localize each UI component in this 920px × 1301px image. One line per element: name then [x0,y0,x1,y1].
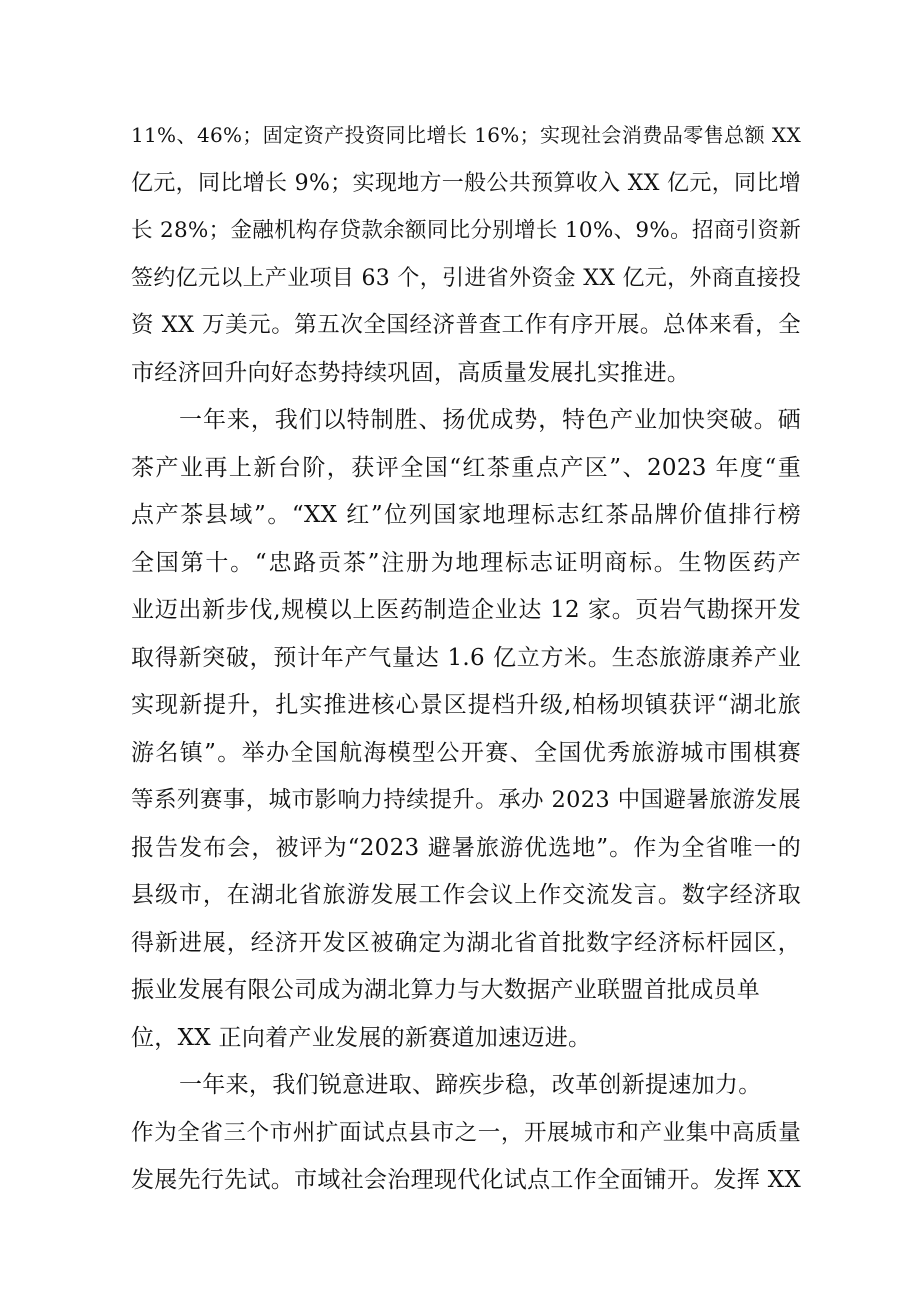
text-line: 发展先行先试。市域社会治理现代化试点工作全面铺开。发挥 XX [131,1167,802,1193]
text-line: 11%、46%；固定资产投资同比增长 16%；实现社会消费品零售总额 XX [131,123,801,147]
text-line: 作为全省三个市州扩面试点县市之一，开展城市和产业集中高质量 [131,1119,801,1146]
text-line: 全国第十。“忠路贡茶”注册为地理标志证明商标。生物医药产 [131,549,801,576]
text-line: 市经济回升向好态势持续巩固，高质量发展扎实推进。 [131,359,691,386]
text-line: 取得新突破，预计年产气量达 1.6 亿立方米。生态旅游康养产业 [131,644,801,671]
text-line: 实现新提升，扎实推进核心景区提档升级,柏杨坝镇获评“湖北旅 [131,692,801,718]
text-line: 一年来，我们锐意进取、蹄疾步稳，改革创新提速加力。 [179,1072,762,1098]
text-line: 点产茶县域”。“XX 红”位列国家地理标志红茶品牌价值排行榜 [131,502,801,528]
text-line: 签约亿元以上产业项目 63 个，引进省外资金 XX 亿元，外商直接投 [131,265,801,291]
text-line: 振业发展有限公司成为湖北算力与大数据产业联盟首批成员单 [131,977,761,1003]
text-line: 游名镇”。举办全国航海模型公开赛、全国优秀旅游城市围棋赛 [131,739,801,766]
text-line: 茶产业再上新台阶，获评全国“红茶重点产区”、2023 年度“重 [131,454,801,481]
document-body [131,112,801,1205]
text-line: 得新进展，经济开发区被确定为湖北省首批数字经济标杆园区， [131,929,801,956]
text-line: 业迈出新步伐,规模以上医药制造企业达 12 家。页岩气勘探开发 [131,597,801,623]
text-line: 长 28%；金融机构存贷款余额同比分别增长 10%、9%。招商引资新 [131,218,801,243]
text-line: 一年来，我们以特制胜、扬优成势，特色产业加快突破。硒 [179,407,801,433]
text-line: 资 XX 万美元。第五次全国经济普查工作有序开展。总体来看，全 [131,312,801,338]
paragraph-featured-industries [131,397,801,1062]
paragraph-economic-indicators [131,112,801,397]
text-line: 等系列赛事，城市影响力持续提升。承办 2023 中国避暑旅游发展 [131,787,801,813]
text-line: 位，XX 正向着产业发展的新赛道加速迈进。 [131,1024,592,1051]
paragraph-reform-innovation [131,1062,801,1205]
text-line: 报告发布会，被评为“2023 避暑旅游优选地”。作为全省唯一的 [131,834,801,861]
text-line: 亿元，同比增长 9%；实现地方一般公共预算收入 XX 亿元，同比增 [131,170,801,196]
text-line: 县级市，在湖北省旅游发展工作会议上作交流发言。数字经济取 [131,882,801,908]
